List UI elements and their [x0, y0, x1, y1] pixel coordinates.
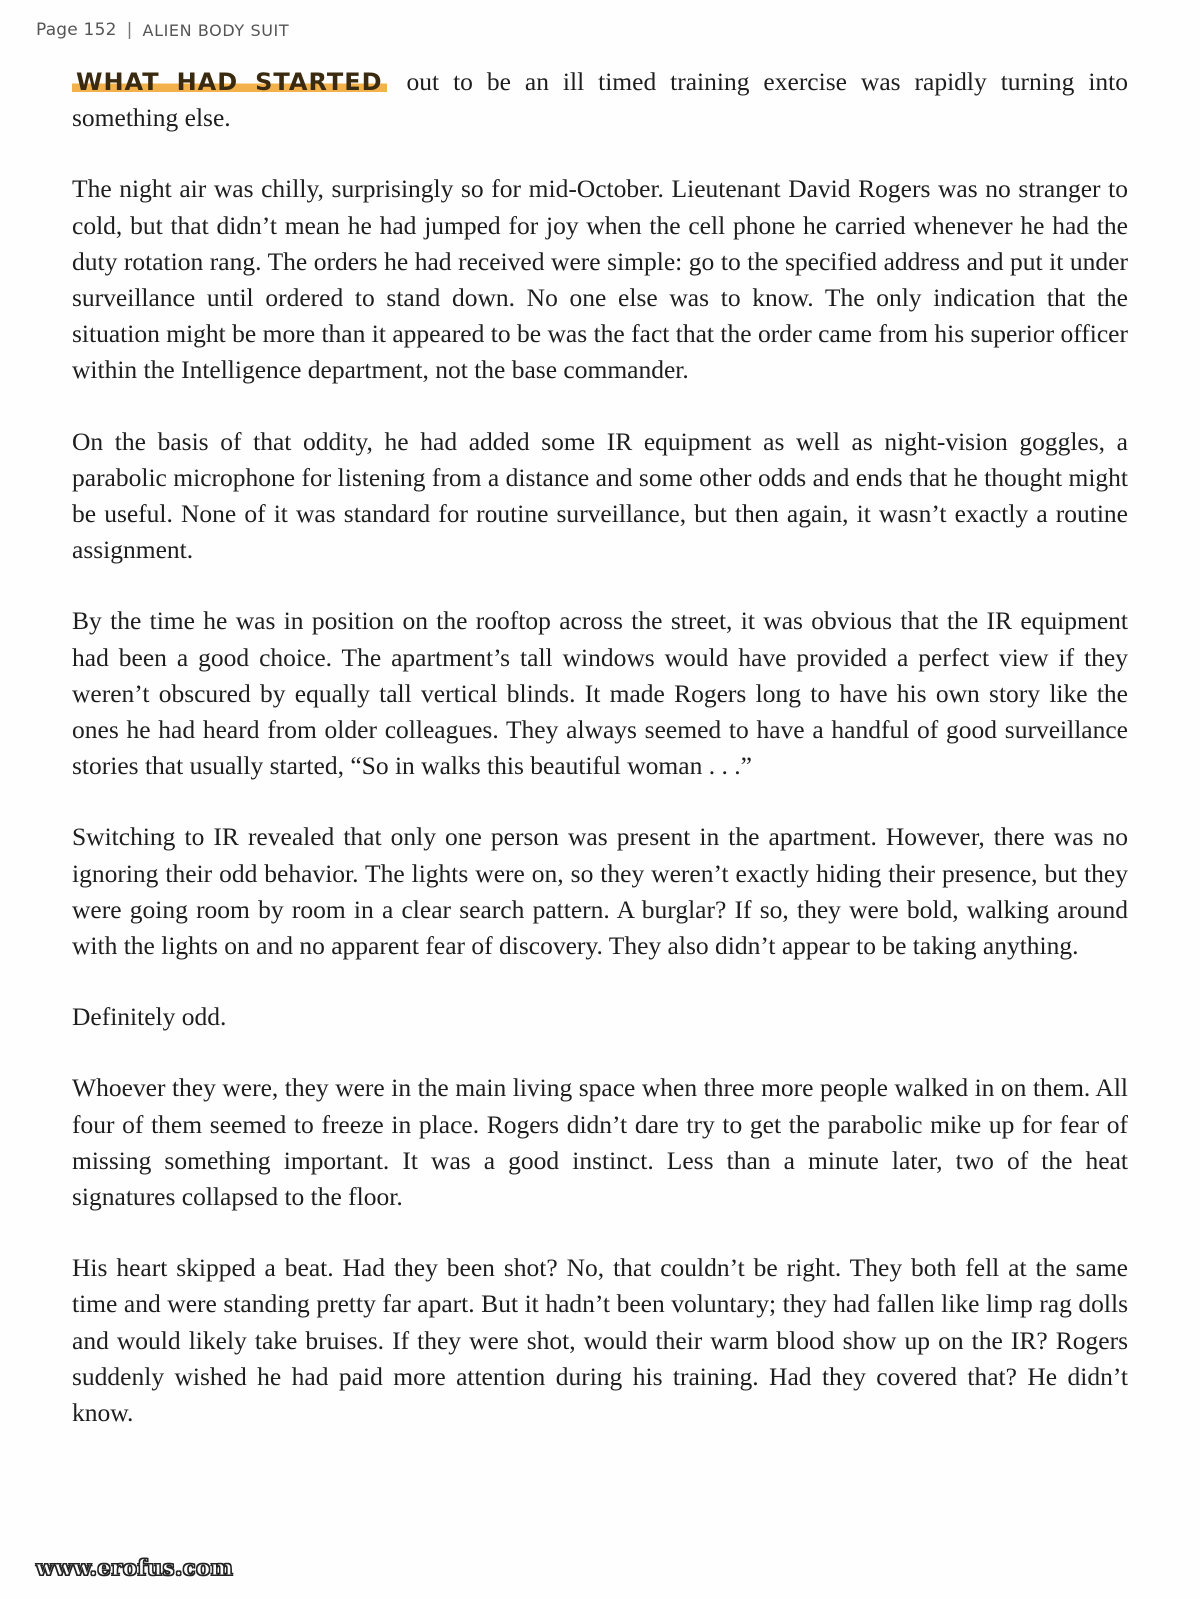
watermark-text: www.erofus.com: [36, 1555, 234, 1580]
lead-in-text: WHAT HAD STARTED: [72, 68, 387, 96]
paragraph-6: Definitely odd.: [72, 1002, 227, 1032]
body-text: [72, 64, 1128, 1466]
paragraph-4: By the time he was in position on the rooftop across the street, it was obvious that the IR equipment had been a good choice. The apartment’s tall windows would have provided a perfect view if they weren’t obscured by equally tall vertical blinds. It made Rogers long to have his own story like the ones he had heard from older colleagues. They always seemed to have a handful of good surveillance stories that usually started, “So in walks this beautiful woman . . .”: [72, 606, 1128, 781]
page-number: Page 152: [36, 20, 117, 40]
paragraph-5: Switching to IR revealed that only one person was present in the apartment. However, there was no ignoring their odd behavior. The lights were on, so they weren’t exactly hiding their presence, but they were going room by room in a clear search pattern. A burglar? If so, they were bold, walking around with the lights on and no apparent fear of discovery. They also didn’t appear to be taking anything.: [72, 822, 1128, 961]
paragraph-2: The night air was chilly, surprisingly so for mid-October. Lieutenant David Rogers was no stranger to cold, but that didn’t mean he had jumped for joy when the cell phone he carried whenever he had the duty rotation rang. The orders he had received were simple: go to the specified address and put it under surveillance until ordered to stand down. No one else was to know. The only indication that the situation might be more than it appeared to be was the fact that the order came from his superior officer within the Intelligence department, not the base commander.: [72, 174, 1128, 385]
book-title: ALIEN BODY SUIT: [142, 20, 290, 40]
paragraph-1: [72, 64, 1128, 136]
paragraph-1-text: out to be an ill timed training exercise was rapidly turning into something else.: [72, 67, 1129, 133]
paragraph-8: His heart skipped a beat. Had they been shot? No, that couldn’t be right. They both fell at the same time and were standing pretty far apart. But it hadn’t been voluntary; they had fallen like limp rag dolls and would likely take bruises. If they were shot, would their warm blood show up on the IR? Rogers suddenly wished he had paid more attention during his training. Had they covered that? He didn’t know.: [72, 1253, 1128, 1428]
paragraph-7: Whoever they were, they were in the main living space when three more people walked in on them. All four of them seemed to freeze in place. Rogers didn’t dare try to get the parabolic mike up for fear of missing something important. It was a good instinct. Less than a minute later, two of the heat signatures collapsed to the floor.: [72, 1073, 1128, 1212]
header-separator: |: [126, 20, 133, 40]
paragraph-3: On the basis of that oddity, he had added some IR equipment as well as night-vision goggles, a parabolic microphone for listening from a distance and some other odds and ends that he thought might be useful. None of it was standard for routine surveillance, but then again, it wasn’t exactly a routine assignment.: [72, 426, 1128, 565]
running-head: [36, 20, 289, 40]
